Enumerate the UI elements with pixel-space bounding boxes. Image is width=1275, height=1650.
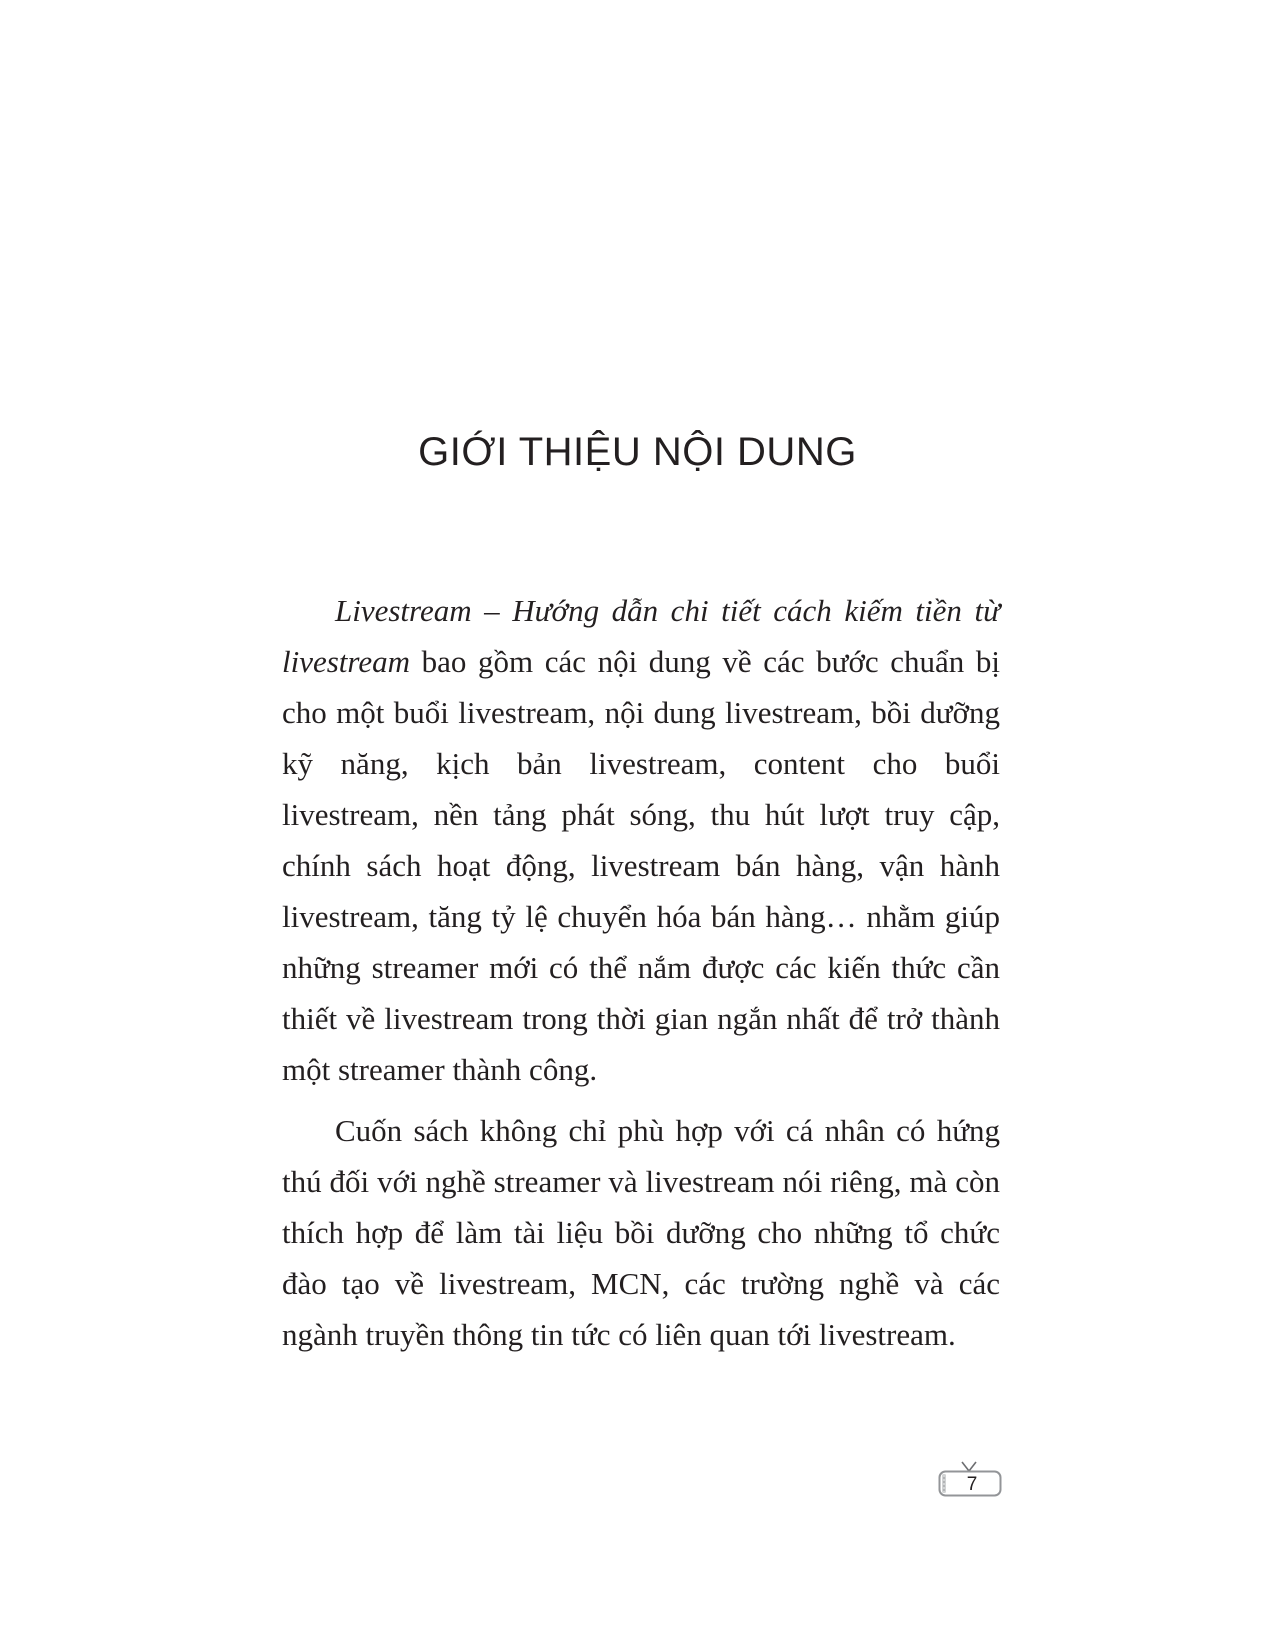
content-body: [282, 585, 1000, 1360]
book-title: Livestream – Hướng dẫn chi tiết cách kiếm tiền từ livestream: [282, 593, 1000, 679]
intro-paragraph-text: bao gồm các nội dung về các bước chuẩn bị cho một buổi livestream, nội dung livestream, bồi dưỡng kỹ năng, kịch bản livestream, content cho buổi livestream, nền tảng phát sóng, thu hút lượt truy cập, chính sách hoạt động, livestream bán hàng, vận hành livestream, tăng tỷ lệ chuyển hóa bán hàng… nhằm giúp những streamer mới có thể nắm được các kiến thức cần thiết về livestream trong thời gian ngắn nhất để trở thành một streamer thành công.: [282, 644, 1000, 1087]
page-title: GIỚI THIỆU NỘI DUNG: [418, 430, 857, 474]
intro-paragraph: [282, 585, 1000, 1095]
page-number-badge: [938, 1461, 1002, 1497]
audience-paragraph: Cuốn sách không chỉ phù hợp với cá nhân có hứng thú đối với nghề streamer và livestream nói riêng, mà còn thích hợp để làm tài liệu bồi dưỡng cho những tổ chức đào tạo về livestream, MCN, các trường nghề và các ngành truyền thông tin tức có liên quan tới livestream.: [282, 1113, 1000, 1352]
page-number: 7: [966, 1474, 978, 1495]
